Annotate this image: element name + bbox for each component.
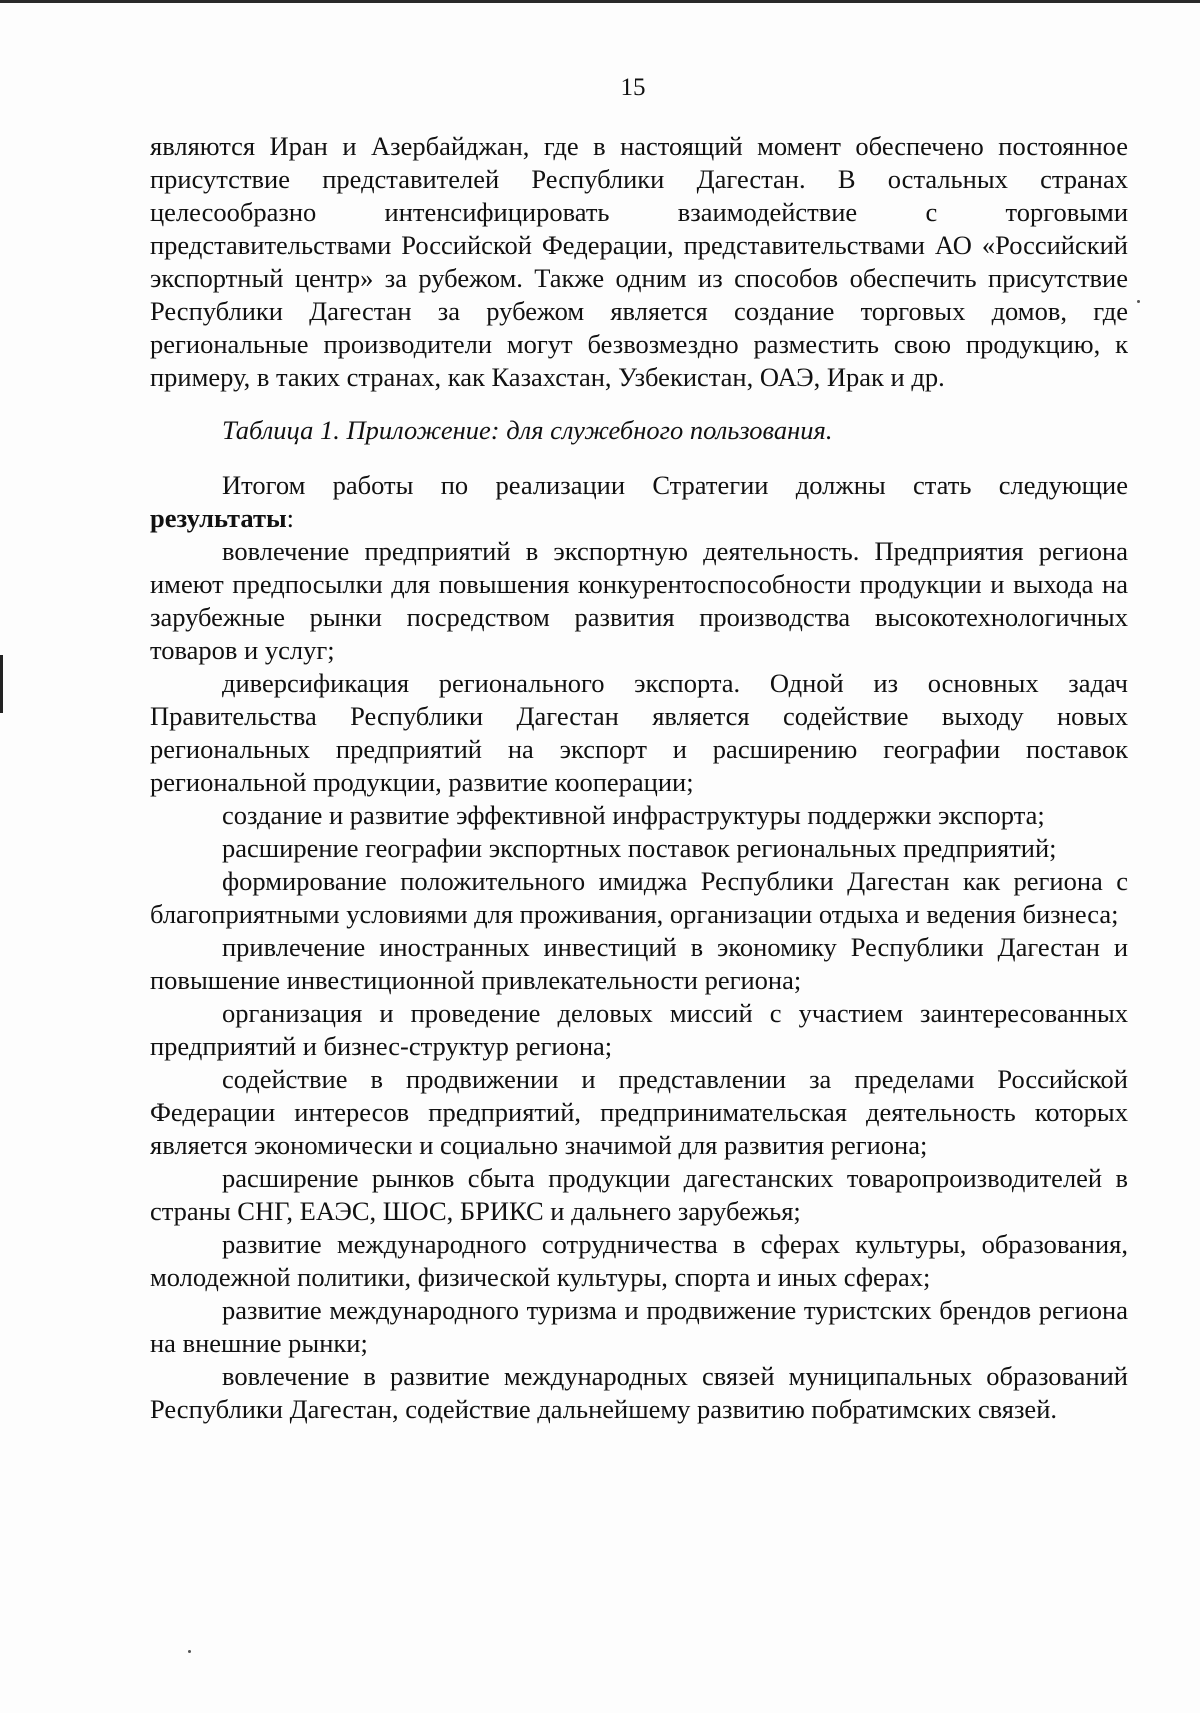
intro-paragraph: являются Иран и Азербайджан, где в настоящий момент обеспечено постоянное присутствие представителей Республики Дагестан. В остальных странах целесообразно интенсифицировать взаимодействие с торговыми представительствами Российской Федерации, представительствами АО «Российский экспортный центр» за рубежом. Также одним из способов обеспечить присутствие Республики Дагестан за рубежом является создание торговых домов, где региональные производители могут безвозмездно разместить свою продукцию, к примеру, в таких странах, как Казахстан, Узбекистан, ОАЭ, Ирак и др. [150,131,1128,392]
scan-top-edge [0,0,1200,3]
result-item: диверсификация регионального экспорта. Одной из основных задач Правительства Республики Дагестан является содействие выходу новых региональных предприятий на экспорт и расширению географии поставок региональной продукции, развитие кооперации; [150,668,1128,797]
result-item: привлечение иностранных инвестиций в экономику Республики Дагестан и повышение инвестиционной привлекательности региона; [150,932,1128,995]
document-body [150,130,1128,1426]
table-note: Таблица 1. Приложение: для служебного пользования. [222,415,833,445]
result-item: развитие международного сотрудничества в сферах культуры, образования, молодежной политики, физической культуры, спорта и иных сферах; [150,1229,1128,1292]
page-number: 15 [620,74,646,101]
result-item: создание и развитие эффективной инфраструктуры поддержки экспорта; [222,800,1045,830]
scan-speck [188,1650,191,1653]
result-item: вовлечение предприятий в экспортную деятельность. Предприятия региона имеют предпосылки для повышения конкурентоспособности продукции и выхода на зарубежные рынки посредством развития производства высокотехнологичных товаров и услуг; [150,536,1128,665]
results-lead-colon: : [286,503,295,533]
result-item: расширение географии экспортных поставок региональных предприятий; [222,833,1057,863]
scan-speck [1137,300,1140,303]
result-item: формирование положительного имиджа Республики Дагестан как региона с благоприятными условиями для проживания, организации отдыха и ведения бизнеса; [150,866,1128,929]
result-item: содействие в продвижении и представлении за пределами Российской Федерации интересов предприятий, предпринимательская деятельность которых является экономически и социально значимой для развития региона; [150,1064,1128,1160]
results-lead-paragraph [150,469,1128,535]
results-lead-bold: результаты [150,503,287,533]
scan-left-mark [0,655,3,713]
result-item: расширение рынков сбыта продукции дагестанских товаропроизводителей в страны СНГ, ЕАЭС, ШОС, БРИКС и дальнего зарубежья; [150,1163,1128,1226]
result-item: вовлечение в развитие международных связей муниципальных образований Республики Дагестан, содействие дальнейшему развитию побратимских связей. [150,1361,1128,1424]
results-lead-text: Итогом работы по реализации Стратегии должны стать следующие [222,470,1128,500]
result-item: организация и проведение деловых миссий с участием заинтересованных предприятий и бизнес-структур региона; [150,998,1128,1061]
result-item: развитие международного туризма и продвижение туристских брендов региона на внешние рынки; [150,1295,1128,1358]
